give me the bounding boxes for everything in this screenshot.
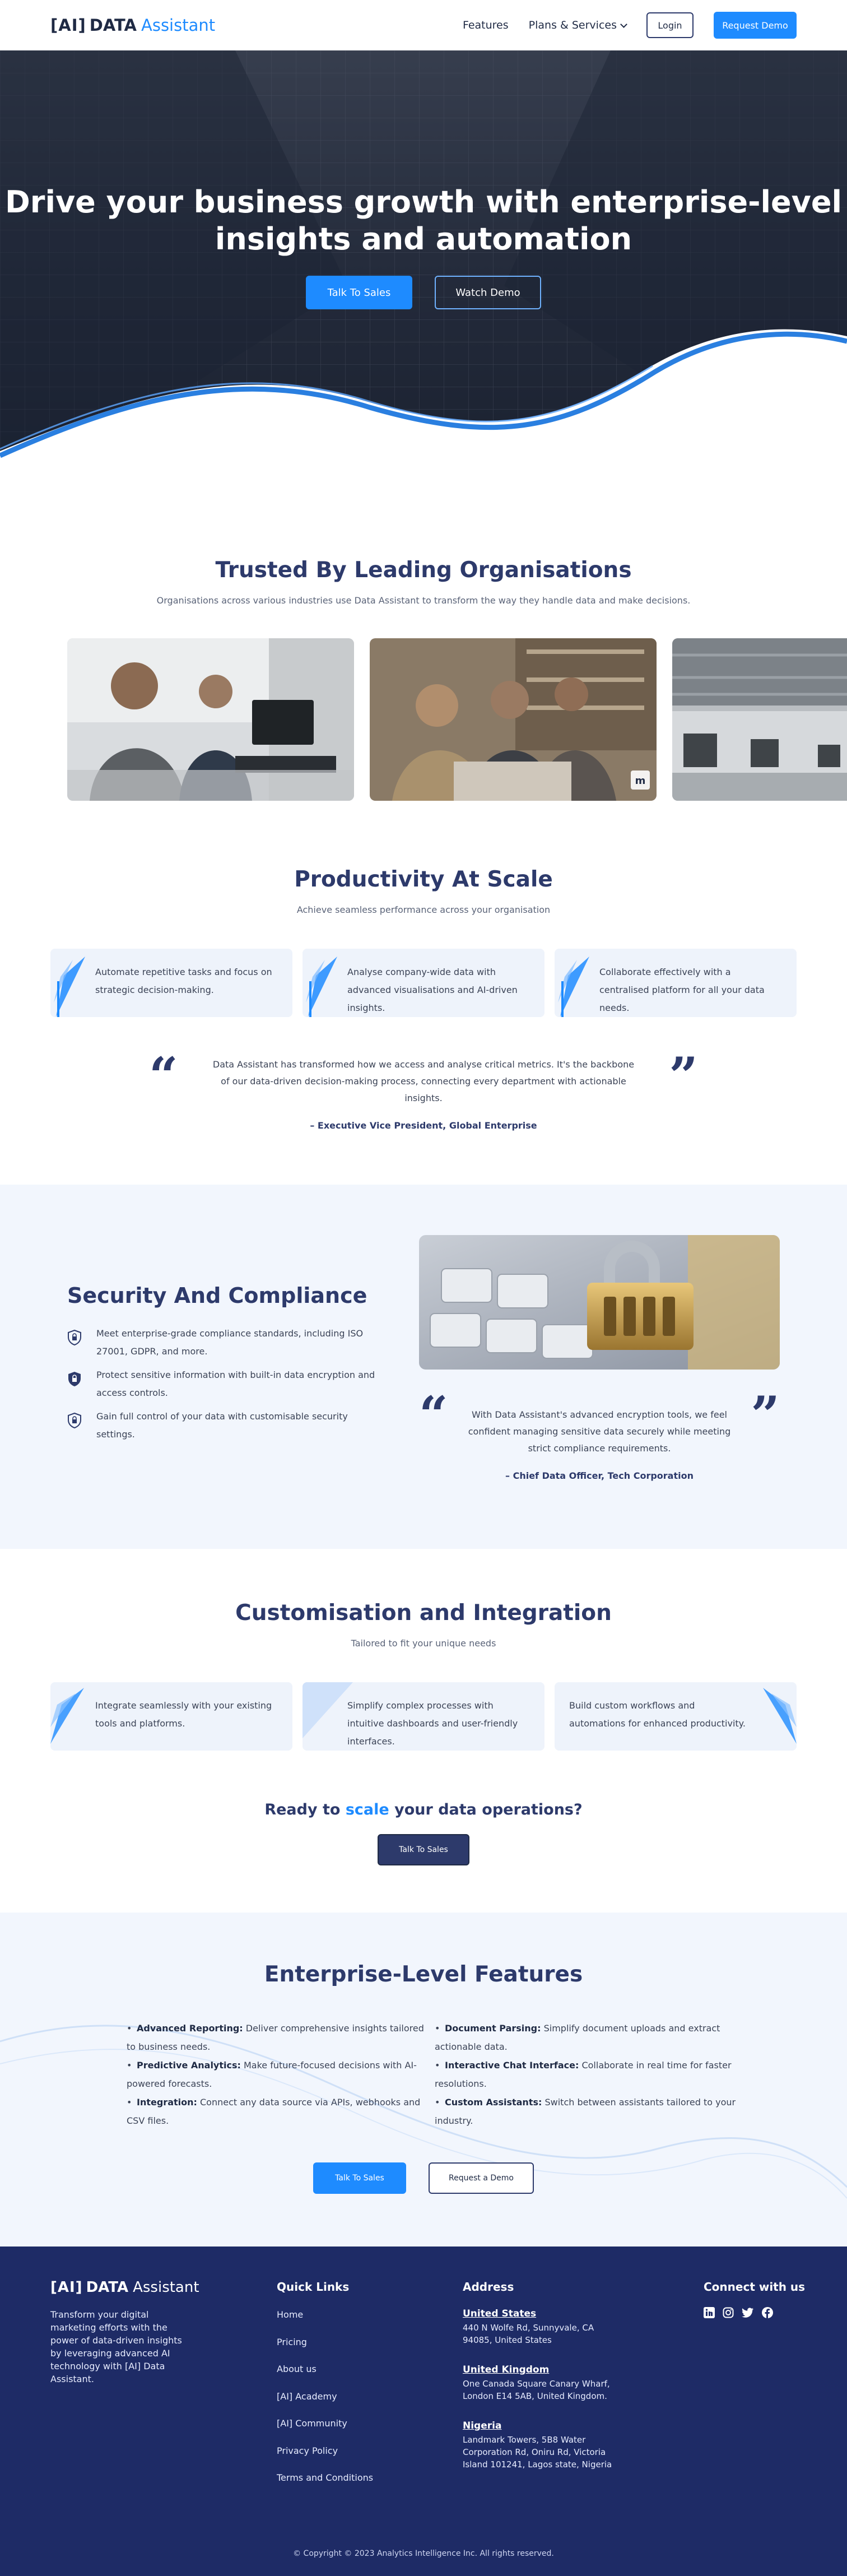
hero-section [0,50,847,507]
testimonial-author: – Executive Vice President, Global Enterprise [310,1120,537,1131]
cta-block [0,1801,847,1865]
instagram-icon[interactable] [723,2307,734,2318]
padlock-keyboard-image [419,1235,780,1370]
office-photo-1 [67,638,354,801]
cta-title-start: Ready to [264,1801,341,1818]
productivity-section [0,801,847,1131]
enterprise-title: Enterprise-Level Features [264,1962,583,1987]
customisation-subtitle: Tailored to fit your unique needs [351,1638,496,1649]
feature-card-text: Simplify complex processes with intuitive dashboards and user-friendly interfaces. [347,1700,518,1747]
feature-label: Advanced Reporting: [137,2023,243,2034]
feature-text: Simplify document uploads and extract actionable data. [435,2023,720,2052]
address-lines: Landmark Towers, 5B8 Water Corporation Rd, Oniru Rd, Victoria Island 101241, Lagos state, Nigeria [463,2435,612,2470]
feature-card [50,949,292,1017]
footer-link-terms[interactable]: Terms and Conditions [277,2472,374,2483]
office-photo-3 [672,638,847,801]
logo-assistant-text: Assistant [133,2279,199,2296]
security-item-text: Protect sensitive information with built-in data encryption and access controls. [96,1370,375,1398]
footer-link-community[interactable]: [AI] Community [277,2418,347,2429]
customisation-section [0,1549,847,1865]
feature-card-text: Analyse company-wide data with advanced visualisations and AI-driven insights. [347,967,518,1013]
trusted-photo-carousel[interactable] [0,638,847,801]
enterprise-feature-columns [127,2019,743,2130]
address-country[interactable]: United States [463,2308,537,2319]
cta-title-accent: scale [345,1801,389,1818]
logo-data-text: DATA [89,16,137,35]
productivity-testimonial [149,1046,698,1131]
security-list-item [67,1408,381,1444]
hero-talk-to-sales-button[interactable]: Talk To Sales [306,276,412,309]
nav-plans-label: Plans & Services [528,19,617,31]
open-quote-icon: “ [419,1385,448,1445]
logo-ai-mark: [AI] [50,2279,83,2296]
cta-talk-to-sales-button[interactable]: Talk To Sales [378,1834,469,1865]
address-country[interactable]: United Kingdom [463,2364,550,2375]
enterprise-actions [0,2162,847,2194]
productivity-subtitle: Achieve seamless performance across your organisation [296,904,551,915]
security-title: Security And Compliance [67,1283,367,1308]
enterprise-talk-to-sales-button[interactable]: Talk To Sales [313,2162,406,2194]
productivity-title: Productivity At Scale [294,867,553,892]
photo-badge: m [635,775,646,787]
customisation-cards [50,1682,797,1751]
enterprise-feature-item: • Predictive Analytics: Make future-focused decisions with AI-powered forecasts. [127,2060,417,2089]
open-quote-icon: “ [149,1046,178,1106]
security-testimonial [419,1385,780,1481]
office-photo-2 [370,638,657,801]
footer-brand [50,2279,199,2385]
footer-quick-links [277,2280,373,2499]
site-logo[interactable] [50,16,215,35]
cta-title-end: your data operations? [394,1801,583,1818]
trusted-section [0,507,847,801]
footer-link-privacy[interactable]: Privacy Policy [277,2445,338,2456]
hero-title-line1: Drive your business growth with enterprise-level [4,184,843,220]
feature-label: Integration: [137,2097,197,2108]
feature-card-text: Build custom workflows and automations for enhanced productivity. [569,1700,746,1729]
feature-label: Custom Assistants: [445,2097,542,2108]
hero-wave-divider [0,283,847,507]
facebook-icon[interactable] [762,2307,773,2318]
productivity-cards [50,949,797,1017]
social-icons [704,2307,805,2318]
feature-text: Switch between assistants tailored to your industry. [435,2097,736,2126]
footer-link-about[interactable]: About us [277,2364,317,2374]
nav-menu [463,12,797,39]
quick-links-list [277,2308,373,2485]
footer-social [704,2280,805,2318]
address-heading: Address [463,2280,514,2294]
feature-card-text: Automate repetitive tasks and focus on strategic decision-making. [95,967,272,995]
address-lines: One Canada Square Canary Wharf, London E14 5AB, United Kingdom. [463,2379,610,2401]
feature-label: Document Parsing: [445,2023,541,2034]
arrow-decoration-icon [50,1682,90,1751]
feature-card-text: Collaborate effectively with a centralised platform for all your data needs. [599,967,765,1013]
feature-text: Make future-focused decisions with AI-powered forecasts. [127,2060,417,2089]
twitter-icon[interactable] [742,2307,754,2318]
feature-card [50,1682,292,1751]
hero-title [0,184,847,258]
close-quote-icon: ” [751,1385,780,1445]
shield-icon [67,1412,82,1429]
enterprise-features-right [435,2019,743,2130]
address-lines: 440 N Wolfe Rd, Sunnyvale, CA 94085, United States [463,2323,594,2345]
enterprise-features-left [127,2019,435,2130]
security-item-text: Gain full control of your data with customisable security settings. [96,1411,348,1440]
testimonial-text: Data Assistant has transformed how we access and analyse critical metrics. It's the backbone of our data-driven decision-making process, connecting every department with actionable insights. [212,1059,635,1103]
enterprise-feature-item: • Custom Assistants: Switch between assistants tailored to your industry. [435,2097,736,2126]
request-demo-button[interactable]: Request Demo [714,12,797,39]
nav-link-features[interactable]: Features [462,19,509,31]
enterprise-request-demo-button[interactable]: Request a Demo [429,2162,534,2194]
feature-text: Connect any data source via APIs, webhooks and CSV files. [127,2097,421,2126]
testimonial-text: With Data Assistant's advanced encryption tools, we feel confident managing sensitive data securely while meeting strict compliance requirements. [468,1409,731,1454]
footer-link-academy[interactable]: [AI] Academy [277,2391,337,2402]
feature-card [302,949,544,1017]
feature-card [555,1682,797,1751]
feature-card [302,1682,544,1751]
enterprise-feature-item: • Integration: Connect any data source via APIs, webhooks and CSV files. [127,2097,421,2126]
logo-data-text: DATA [86,2279,129,2296]
hero-title-line2: insights and automation [215,221,632,257]
security-list-item [67,1366,381,1402]
feature-label: Predictive Analytics: [137,2060,241,2071]
close-quote-icon: ” [669,1046,698,1106]
hero-watch-demo-button[interactable]: Watch Demo [435,276,541,309]
footer-addresses [463,2280,614,2471]
feature-label: Interactive Chat Interface: [445,2060,579,2071]
arrow-decoration-icon [302,949,342,1017]
security-media [419,1235,780,1481]
security-section [0,1185,847,1549]
footer-link-home[interactable]: Home [277,2309,304,2320]
security-item-text: Meet enterprise-grade compliance standards, including ISO 27001, GDPR, and more. [96,1328,364,1357]
logo-assistant-text: Assistant [141,16,216,35]
feature-text: Collaborate in real time for faster resolutions. [435,2060,732,2089]
copyright-text: © Copyright © 2023 Analytics Intelligence Inc. All rights reserved. [293,2549,554,2558]
enterprise-section [0,1913,847,2247]
security-content [67,1283,381,1449]
arrow-decoration-icon [50,949,90,1017]
quick-links-heading: Quick Links [277,2280,350,2294]
nav-dropdown-plans[interactable] [529,19,626,31]
trusted-title: Trusted By Leading Organisations [215,558,632,583]
chevron-down-icon [620,21,627,28]
arrow-decoration-icon [757,1682,797,1751]
feature-card-text: Integrate seamlessly with your existing tools and platforms. [95,1700,272,1729]
navbar [0,0,847,50]
feature-text: Deliver comprehensive insights tailored to business needs. [127,2023,424,2052]
linkedin-icon[interactable] [704,2307,715,2318]
login-button[interactable]: Login [646,12,694,38]
testimonial-author: – Chief Data Officer, Tech Corporation [505,1470,694,1481]
customisation-title: Customisation and Integration [235,1600,612,1626]
logo-ai-mark: [AI] [50,16,86,35]
cta-title [0,1801,847,1818]
enterprise-feature-item: • Interactive Chat Interface: Collaborate in real time for faster resolutions. [435,2060,732,2089]
arrow-decoration-icon [555,949,594,1017]
footer-link-pricing[interactable]: Pricing [277,2336,307,2347]
security-list-item [67,1325,381,1361]
enterprise-feature-item: • Document Parsing: Simplify document uploads and extract actionable data. [435,2023,720,2052]
connect-heading: Connect with us [704,2280,806,2294]
footer-description: Transform your digital marketing efforts with the power of data-driven insights by leveraging advanced AI technology with [AI] Data Assistant. [50,2309,182,2384]
footer-logo[interactable] [50,2279,199,2296]
shield-icon [67,1329,82,1346]
address-country[interactable]: Nigeria [463,2420,502,2431]
trusted-subtitle: Organisations across various industries use Data Assistant to transform the way they handle data and make decisions. [156,595,691,606]
site-footer [0,2247,847,2576]
security-list [67,1325,381,1444]
shield-lock-icon [67,1371,82,1387]
enterprise-feature-item: • Advanced Reporting: Deliver comprehensive insights tailored to business needs. [127,2023,424,2052]
feature-card [555,949,797,1017]
